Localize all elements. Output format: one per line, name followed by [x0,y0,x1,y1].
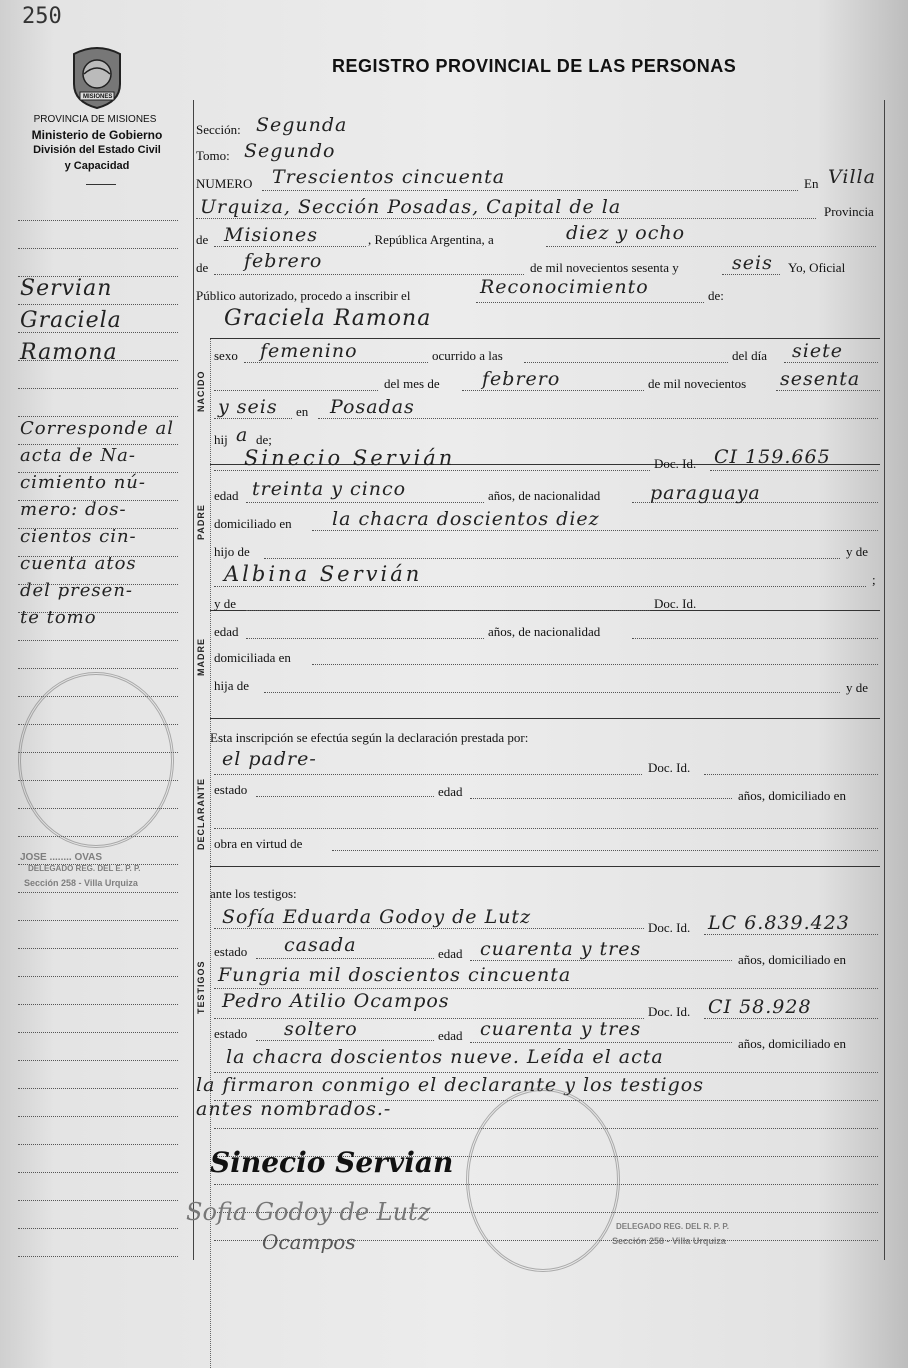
margin-note-line: acta de Na- [20,445,136,466]
side-label-madre: MADRE [196,638,206,676]
signature-padre: Sinecio Servian [210,1146,454,1179]
label-t1-anios-dom: años, domiciliado en [738,952,846,967]
label-t2-estado: estado [214,1026,248,1041]
hw-cierre-2: antes nombrados.- [196,1098,392,1120]
stamp-right-line1: DELEGADO REG. DEL R. P. P. [616,1222,729,1231]
label-t2-doc: Doc. Id. [648,1004,691,1019]
margin-note-line: Graciela [20,308,122,333]
side-label-padre: PADRE [196,504,206,540]
label-padre-doc: Doc. Id. [654,456,697,471]
stamp-left-line1: JOSE ........ OVAS [20,852,103,863]
label-inscripcion: Esta inscripción se efectúa según la declaración prestada por: [210,730,529,745]
hw-cierre-1: la firmaron conmigo el declarante y los testigos [196,1074,704,1096]
hw-acto: Reconocimiento [480,276,649,298]
margin-line [18,920,178,921]
margin-note-line: cimiento nú- [20,472,146,493]
label-yo-oficial: Yo, Oficial [788,260,846,275]
label-del-mes: del mes de [384,376,440,391]
signature-testigo-1: Sofia Godoy de Lutz [186,1198,431,1226]
margin-note-line: Ramona [20,340,118,365]
label-hij: hij [214,432,228,447]
label-t1-edad: edad [438,946,463,961]
hw-testigo1: Sofía Eduarda Godoy de Lutz [222,906,532,928]
hw-padre-nac: paraguaya [650,482,761,504]
margin-line [18,640,178,641]
hw-dia: diez y ocho [566,222,686,244]
margin-line [18,1060,178,1061]
margin-line [18,976,178,977]
label-padre-dom: domiciliado en [214,516,292,531]
label-madre-y-de: y de [846,680,869,695]
label-padre-edad: edad [214,488,239,503]
hw-en: Villa [828,166,876,188]
label-decl-anios-dom: años, domiciliado en [738,788,846,803]
left-margin-rule [193,100,194,1260]
margin-line [18,304,178,305]
label-semicolon: ; [872,572,876,587]
sep-decl-bottom [210,866,880,867]
org-underline [86,184,116,185]
hw-abuela: Albina Servián [224,562,423,586]
hw-mes-nac: febrero [482,368,561,390]
sep-decl-top [210,718,880,719]
margin-line [18,220,178,221]
hw-sexo: femenino [260,340,358,362]
margin-line [18,668,178,669]
hw-testigo1-dom: Fungria mil doscientos cincuenta [218,964,572,986]
margin-line [18,1004,178,1005]
hw-inscripto: Graciela Ramona [224,306,432,331]
margin-note-line: te tomo [20,607,97,628]
stamp-right [466,1088,620,1272]
margin-line [18,1200,178,1201]
label-madre-doc: Doc. Id. [654,596,697,611]
label-decl-estado: estado [214,782,248,797]
label-decl-edad: edad [438,784,463,799]
label-en-lugar: en [296,404,309,419]
label-seccion: Sección: [196,122,241,137]
hw-testigo2-dom: la chacra doscientos nueve. Leída el acta [226,1046,664,1068]
label-madre-nac: años, de nacionalidad [488,624,601,639]
hw-lugar: Urquiza, Sección Posadas, Capital de la [200,196,622,218]
label-provincia: Provincia [824,204,874,219]
hw-dia-nac: siete [792,340,843,362]
margin-line [18,1116,178,1117]
margin-line [18,948,178,949]
margin-note-line: del presen- [20,580,133,601]
sep-nacido-top [210,338,880,339]
label-t2-edad: edad [438,1028,463,1043]
label-t2-anios-dom: años, domiciliado en [738,1036,846,1051]
label-de-mes: de [196,260,209,275]
hw-testigo2-edad: cuarenta y tres [480,1018,642,1040]
label-ocurrido: ocurrido a las [432,348,503,363]
label-publico: Público autorizado, procedo a inscribir el [196,288,411,303]
hw-anio-nac-2: y seis [218,396,278,418]
margin-line [18,1228,178,1229]
provincial-seal [68,44,126,110]
stamp-left-line3: Sección 258 - Villa Urquiza [24,878,138,888]
side-label-testigos: TESTIGOS [196,960,206,1014]
hw-anio-nac: sesenta [780,368,861,390]
signature-testigo-2: Ocampos [262,1230,356,1254]
margin-note-line: Servian [20,276,113,301]
hw-testigo1-edad: cuarenta y tres [480,938,642,960]
hw-testigo2-estado: soltero [284,1018,358,1040]
label-t1-estado: estado [214,944,248,959]
margin-line [18,1256,178,1257]
label-obra: obra en virtud de [214,836,303,851]
hw-testigo2: Pedro Atilio Ocampos [222,990,450,1012]
hw-testigo1-doc: LC 6.839.423 [708,912,850,934]
hw-mes: febrero [244,250,323,272]
seal-text: MISIONES [83,94,113,100]
hw-hij-suffix: a [236,424,249,446]
label-republica: , República Argentina, a [368,232,494,247]
label-y-de-2: y de [214,596,237,611]
hw-seccion: Segunda [256,114,348,136]
stamp-left-line2: DELEGADO REG. DEL E. P. P. [28,864,141,873]
label-del-dia: del día [732,348,768,363]
label-hija-de: hija de [214,678,250,693]
page-number: 250 [22,4,62,29]
label-decl-doc: Doc. Id. [648,760,691,775]
margin-line [18,1172,178,1173]
hw-padre-dom: la chacra doscientos diez [332,508,600,530]
label-y-de: y de [846,544,869,559]
label-de-prov: de [196,232,209,247]
label-sexo: sexo [214,348,238,363]
margin-line [18,892,178,893]
margin-line [18,1032,178,1033]
margin-line [18,1088,178,1089]
margin-note-line: cuenta atos [20,553,137,574]
right-margin-rule [884,100,885,1260]
margin-line [18,248,178,249]
margin-note-line: cientos cin- [20,526,137,547]
label-madre-edad: edad [214,624,239,639]
hw-tomo: Segundo [244,140,336,162]
label-tomo: Tomo: [196,148,230,163]
label-testigos: ante los testigos: [210,886,297,901]
hw-padre-nombre: Sinecio Servián [244,446,456,470]
org-line-2: Ministerio de Gobierno [31,128,163,142]
stamp-right-line2: Sección 258 - Villa Urquiza [612,1236,726,1246]
org-line-1: PROVINCIA DE MISIONES [33,114,157,125]
margin-note-line: mero: dos- [20,499,127,520]
label-hijo-de: hijo de [214,544,250,559]
hw-testigo2-doc: CI 58.928 [708,996,812,1018]
org-line-3: División del Estado Civil [33,144,161,156]
label-t1-doc: Doc. Id. [648,920,691,935]
margin-line [18,388,178,389]
hw-testigo1-estado: casada [284,934,357,956]
side-label-nacido: NACIDO [196,370,206,412]
document-title: REGISTRO PROVINCIAL DE LAS PERSONAS [332,56,737,76]
label-de-mil: de mil novecientos sesenta y [530,260,679,275]
hw-anio: seis [732,252,773,274]
org-line-4: y Capacidad [64,160,130,172]
label-de-colon: de: [708,288,724,303]
stamp-left [18,672,174,848]
side-label-declarante: DECLARANTE [196,778,206,850]
label-padre-nac: años, de nacionalidad [488,488,601,503]
label-de-mil-nov: de mil novecientos [648,376,747,391]
label-en: En [804,176,819,191]
hw-lugar-nac: Posadas [330,396,415,418]
label-numero: NUMERO [196,176,253,191]
margin-line [18,416,178,417]
hw-declarante: el padre- [222,748,317,770]
label-madre-dom: domiciliada en [214,650,291,665]
margin-note-line: Corresponde al [20,418,175,439]
hw-provincia: Misiones [224,224,319,246]
margin-line [18,1144,178,1145]
hw-padre-edad: treinta y cinco [252,478,407,500]
hw-padre-doc: CI 159.665 [714,446,831,468]
label-hij-de: de; [256,432,272,447]
hw-numero: Trescientos cincuenta [272,166,506,188]
